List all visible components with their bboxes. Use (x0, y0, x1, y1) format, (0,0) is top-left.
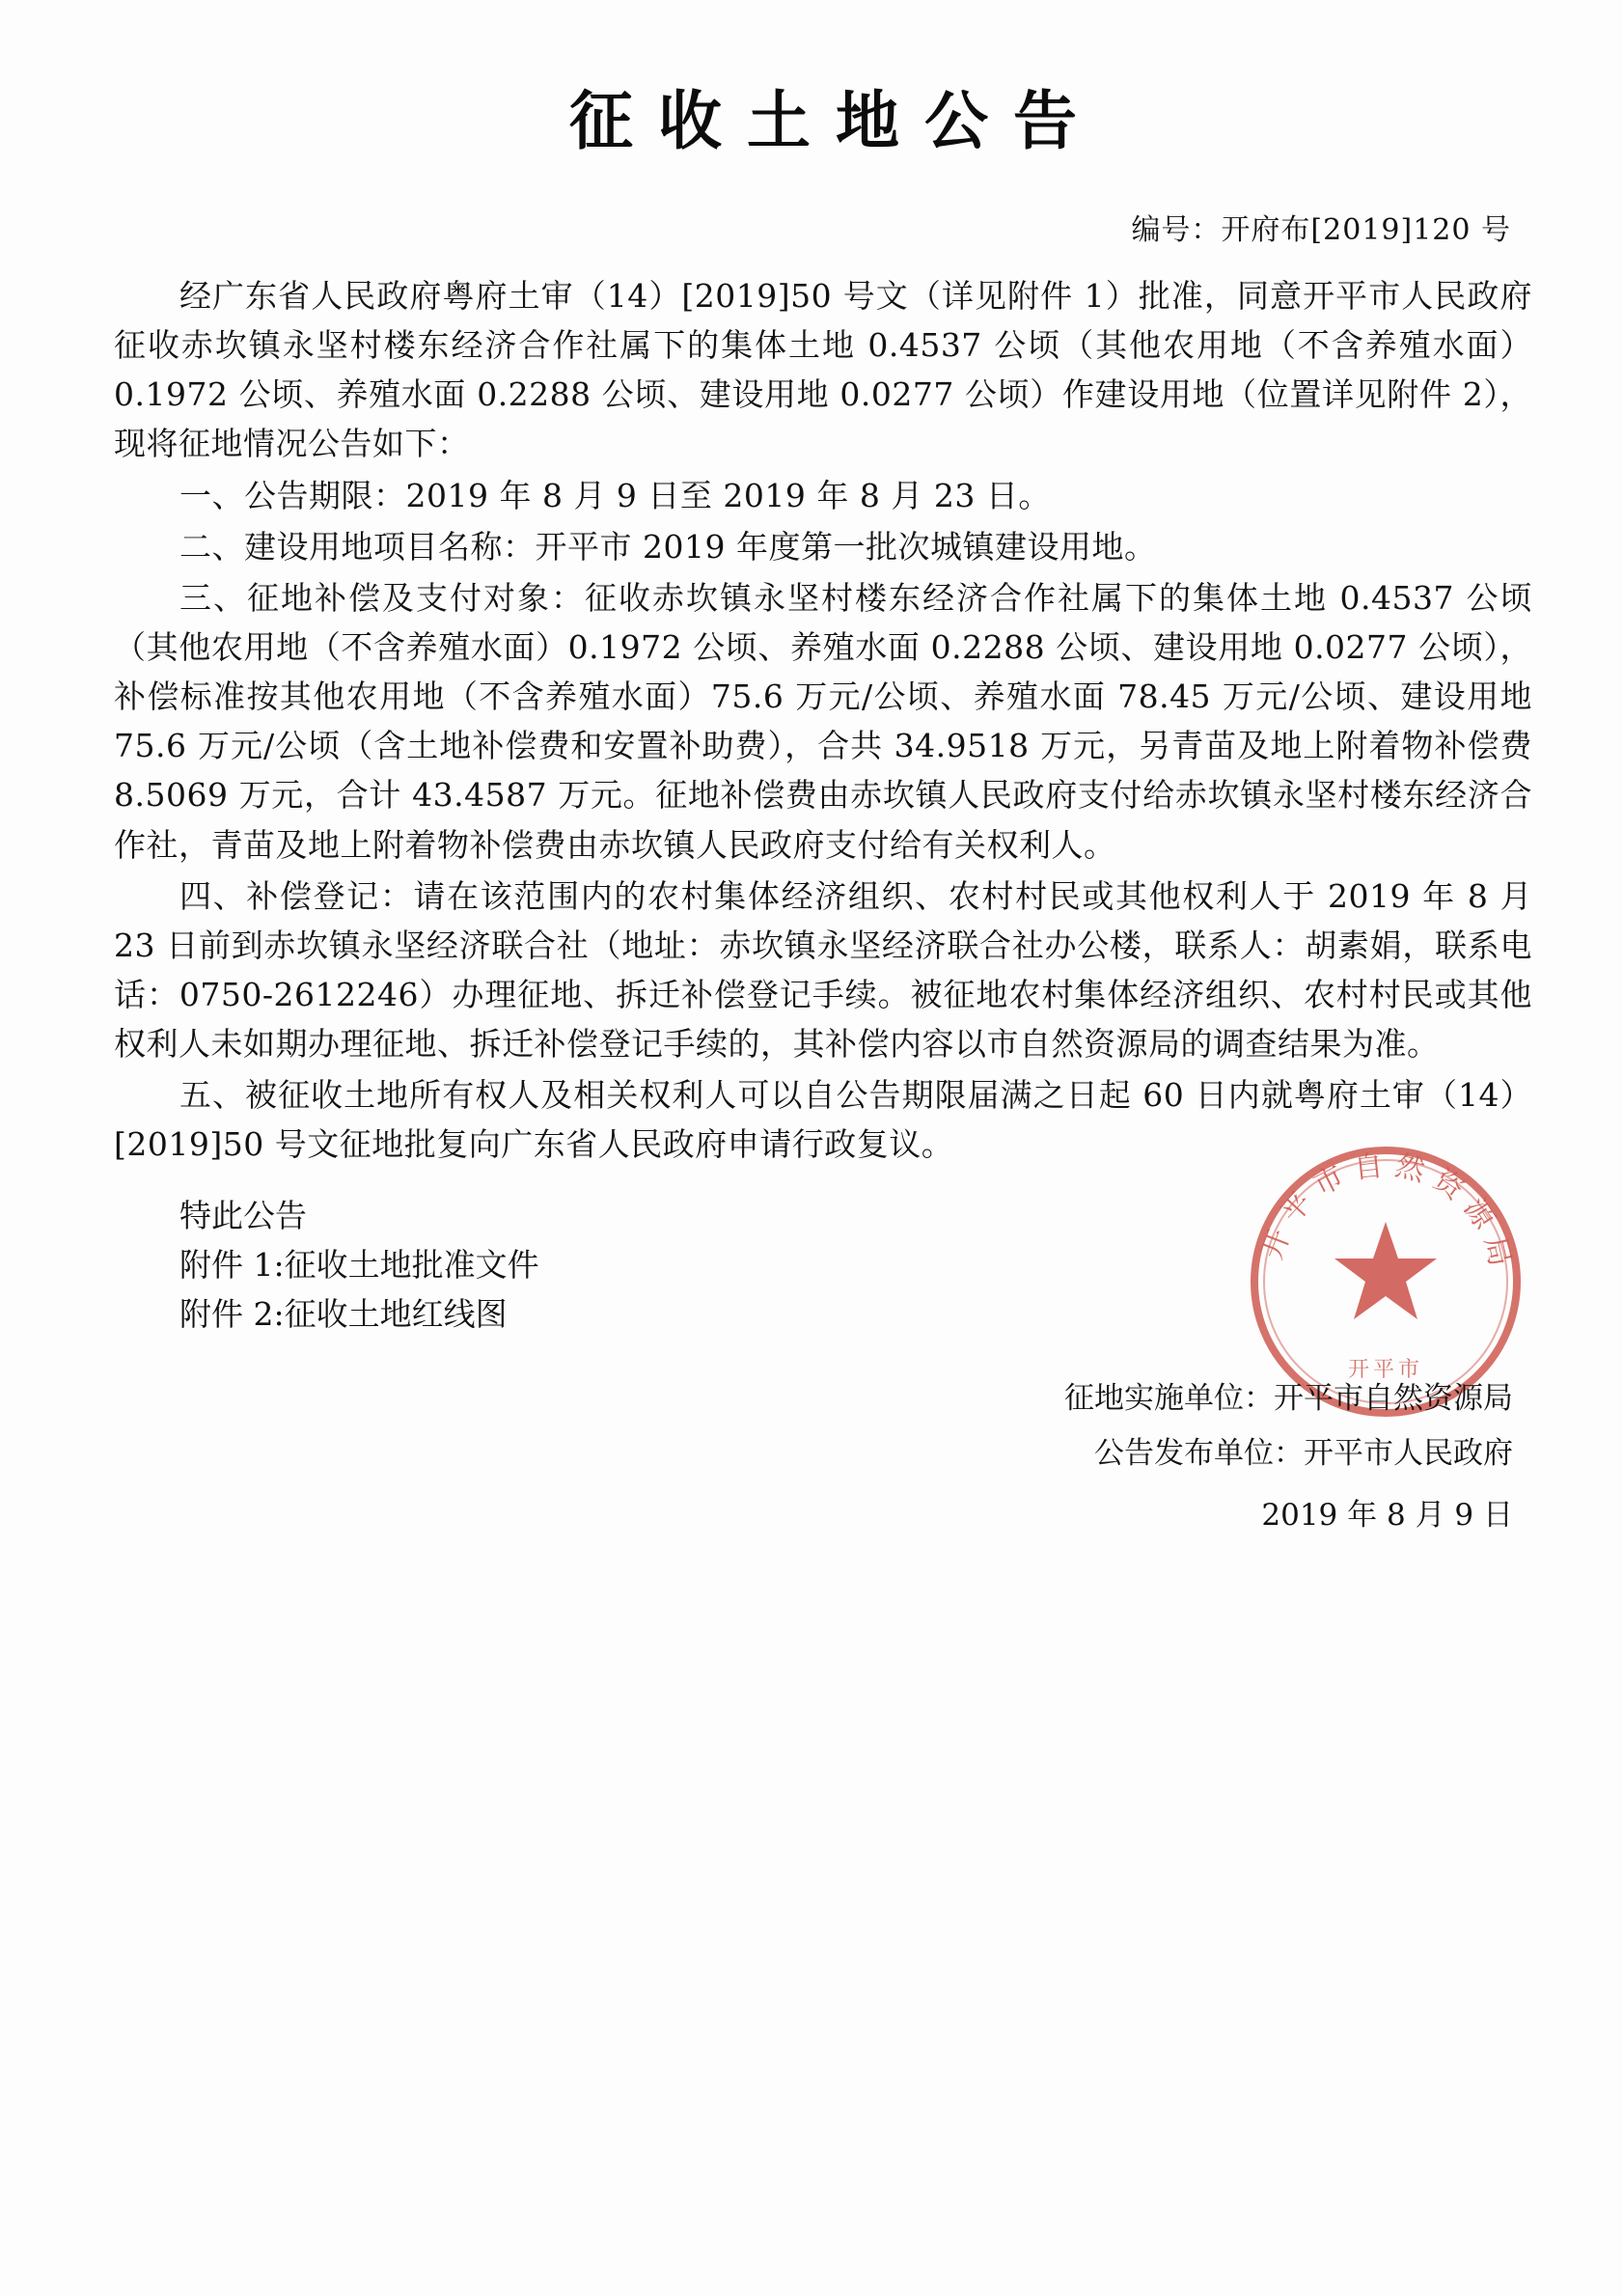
svg-text:开平市: 开平市 (1347, 1358, 1424, 1382)
attachment-1: 附件 1:征收土地批准文件 (179, 1245, 539, 1284)
clause-item-4: 四、补偿登记：请在该范围内的农村集体经济组织、农村村民或其他权利人于 2019 年 8 月 23 日前到赤坎镇永坚经济联合社（地址：赤坎镇永坚经济联合社办公楼，联系人：胡素娟，联系电话：0750-2612246）办理征地、拆迁补偿登记手续。被征地农村集体经济组织、农村村民或其他权利人未如期办理征地、拆迁补偿登记手续的，其补偿内容以市自然资源局的调查结果为准。 (114, 876, 1532, 1064)
implementing-unit: 征地实施单位：开平市自然资源局 (1064, 1380, 1513, 1416)
clause-item-3: 三、征地补偿及支付对象：征收赤坎镇永坚村楼东经济合作社属下的集体土地 0.4537 公顷（其他农用地（不含养殖水面）0.1972 公顷、养殖水面 0.2288 公顷、建设用地 0.0277 公顷），补偿标准按其他农用地（不含养殖水面）75.6 万元/公顷、养殖水面 78.45 万元/公顷、建设用地 75.6 万元/公顷（含土地补偿费和安置补助费），合共 34.9518 万元，另青苗及地上附着物补偿费 8.5069 万元，合计 43.4587 万元。征地补偿费由赤坎镇人民政府支付给赤坎镇永坚村楼东经济合作社，青苗及地上附着物补偿费由赤坎镇人民政府支付给有关权利人。 (114, 578, 1532, 864)
document-number: 编号：开府布[2019]120 号 (1131, 213, 1511, 247)
clause-item-2: 二、建设用地项目名称：开平市 2019 年度第一批次城镇建设用地。 (179, 527, 1157, 566)
clause-item-5: 五、被征收土地所有权人及相关权利人可以自公告期限届满之日起 60 日内就粤府土审（14）[2019]50 号文征地批复向广东省人民政府申请行政复议。 (114, 1076, 1532, 1164)
intro-paragraph: 经广东省人民政府粤府土审（14）[2019]50 号文（详见附件 1）批准，同意开平市人民政府征收赤坎镇永坚村楼东经济合作社属下的集体土地 0.4537 公顷（其他农用地（不含养殖水面）0.1972 公顷、养殖水面 0.2288 公顷、建设用地 0.0277 公顷）作建设用地（位置详见附件 2），现将征地情况公告如下： (114, 277, 1532, 463)
bottom-spacer (114, 1543, 1532, 1601)
document-body (114, 271, 1532, 1170)
issuing-unit: 公告发布单位：开平市人民政府 (1094, 1436, 1513, 1472)
clause-item-1: 一、公告期限：2019 年 8 月 9 日至 2019 年 8 月 23 日。 (179, 476, 1051, 514)
signature-block (114, 1371, 1532, 1543)
page-title: 征收土地公告 (569, 83, 1102, 158)
attachment-2: 附件 2:征收土地红线图 (179, 1294, 508, 1333)
closing-notice: 特此公告 (179, 1196, 307, 1234)
closing-block (114, 1191, 1532, 1339)
issue-date: 2019 年 8 月 9 日 (1261, 1497, 1513, 1533)
svg-text:开平市自然资源局: 开平市自然资源局 (1255, 1148, 1520, 1279)
